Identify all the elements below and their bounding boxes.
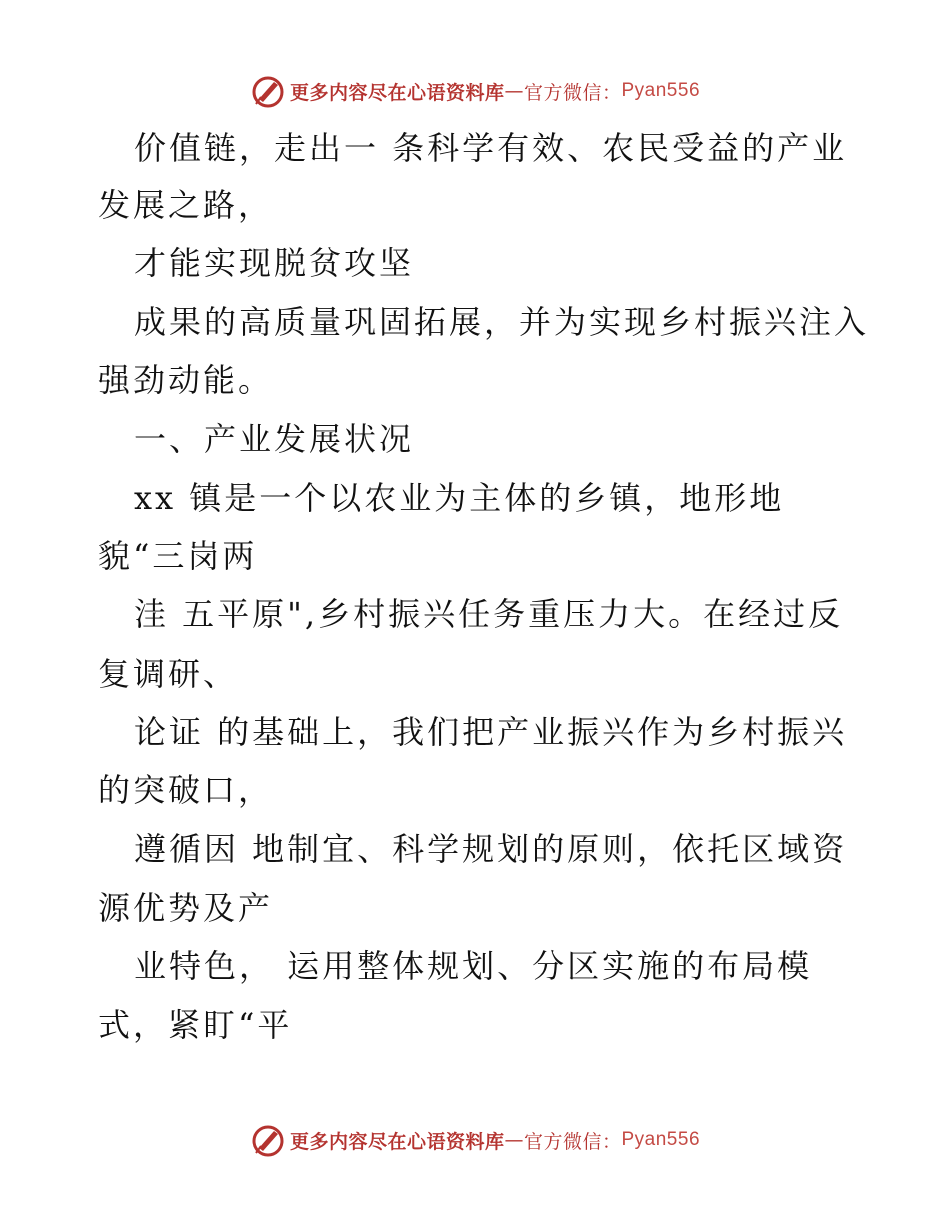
section-heading: 一、产业发展状况 <box>134 420 415 458</box>
text-line: 洼 五平原",乡村振兴任务重压力大。在经过反 <box>134 595 844 633</box>
text-line: 遵循因 地制宜、科学规划的原则，依托区域资 <box>134 830 848 868</box>
text-line: xx 镇是一个以农业为主体的乡镇，地形地 <box>134 479 785 517</box>
text-line: 貌“三岗两 <box>98 537 258 575</box>
text-line: 价值链，走出一 条科学有效、农民受益的产业 <box>134 129 848 167</box>
watermark-dash: — <box>504 80 524 102</box>
text-line: 发展之路， <box>98 186 274 224</box>
footer-watermark <box>0 1120 950 1160</box>
quill-logo-icon <box>250 1122 286 1158</box>
text-line: 强劲动能。 <box>98 361 274 399</box>
watermark-wechat-id: Pyan556 <box>621 1129 701 1150</box>
header-watermark <box>0 71 950 111</box>
text-line: 才能实现脱贫攻坚 <box>134 244 415 282</box>
watermark-wechat-id: Pyan556 <box>621 80 701 101</box>
text-line: 源优势及产 <box>98 889 274 927</box>
watermark-wechat-label: 官方微信： <box>523 81 622 104</box>
text-line: 业特色， 运用整体规划、分区实施的布局模 <box>134 947 813 985</box>
watermark-main-text: 更多内容尽在心语资料库 <box>289 81 505 104</box>
text-line: 论证 的基础上，我们把产业振兴作为乡村振兴 <box>134 713 848 751</box>
watermark-dash: — <box>504 1129 524 1151</box>
watermark-wechat-label: 官方微信： <box>523 1130 622 1153</box>
watermark-main-text: 更多内容尽在心语资料库 <box>289 1130 505 1153</box>
text-line: 的突破口， <box>98 771 274 809</box>
text-line: 复调研、 <box>98 655 239 693</box>
quill-logo-icon <box>250 73 286 109</box>
text-line: 成果的高质量巩固拓展，并为实现乡村振兴注入 <box>134 303 870 341</box>
text-line: 式，紧盯“平 <box>98 1006 293 1044</box>
